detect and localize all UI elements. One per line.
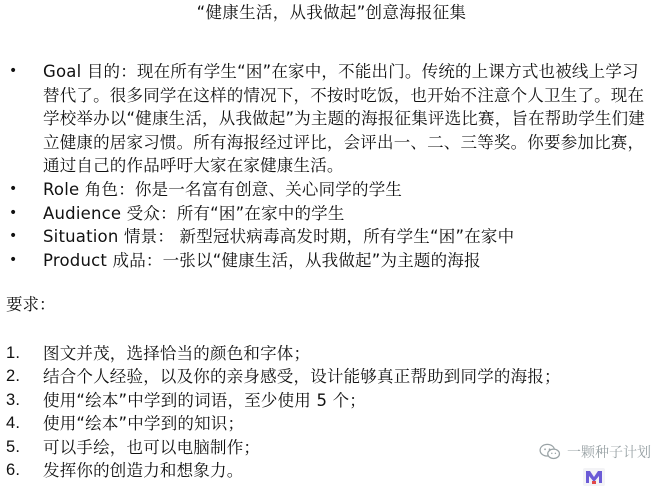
list-item (0, 225, 663, 249)
bullet-marker: • (9, 180, 18, 197)
bullet-text: Goal 目的：现在所有学生“困”在家中，不能出门。传统的上课方式也被线上学习替代了。很多同学在这样的情况下，不按时吃饭，也开始不注意个人卫生了。现在学校举办以“健康生活，从我做起”为主题的海报征集评选比赛，旨在帮助学生们建立健康的居家习惯。所有海报经过评比，会评出一、二、三等奖。你要参加比赛，通过自己的作品呼吁大家在家健康生活。 (43, 62, 645, 176)
page-title: “健康生活，从我做起”创意海报征集 (196, 3, 467, 22)
list-item (0, 389, 663, 412)
wechat-icon (539, 443, 561, 461)
logo-icon (583, 468, 605, 486)
requirement-text: 图文并茂，选择恰当的颜色和字体； (43, 344, 311, 363)
number-marker: 6. (6, 461, 21, 480)
list-item (0, 412, 663, 435)
bullet-text: Situation 情景： 新型冠状病毒高发时期，所有学生“困”在家中 (43, 227, 515, 247)
number-marker: 5. (6, 437, 21, 456)
list-item (0, 249, 663, 273)
number-marker: 4. (6, 414, 21, 433)
requirement-text: 使用“绘本”中学到的词语，至少使用 5 个； (43, 390, 366, 410)
number-marker: 3. (6, 390, 21, 409)
requirements-heading: 要求： (6, 295, 56, 314)
bullet-list (0, 60, 663, 272)
requirement-text: 结合个人经验，以及你的亲身感受，设计能够真正帮助到同学的海报； (43, 367, 561, 387)
watermark (539, 442, 651, 462)
list-item (0, 60, 663, 178)
requirement-text: 使用“绘本”中学到的知识； (43, 414, 245, 434)
bullet-text: Audience 受众：所有“困”在家中的学生 (43, 203, 345, 223)
bullet-marker: • (9, 251, 18, 268)
list-item (0, 365, 663, 388)
requirement-text: 发挥你的创造力和想象力。 (43, 461, 244, 481)
number-marker: 1. (6, 344, 21, 362)
bullet-marker: • (9, 228, 18, 245)
number-marker: 2. (6, 367, 21, 386)
list-item (0, 459, 663, 482)
list-item (0, 178, 663, 202)
bullet-marker: • (9, 204, 18, 221)
list-item (0, 202, 663, 226)
watermark-text: 一颗种子计划 (567, 445, 651, 461)
bullet-marker: • (9, 63, 18, 79)
requirement-text: 可以手绘，也可以电脑制作； (43, 437, 261, 457)
bullet-text: Product 成品：一张以“健康生活，从我做起”为主题的海报 (43, 250, 481, 270)
list-item (0, 342, 663, 365)
bullet-text: Role 角色：你是一名富有创意、关心同学的学生 (43, 179, 403, 199)
